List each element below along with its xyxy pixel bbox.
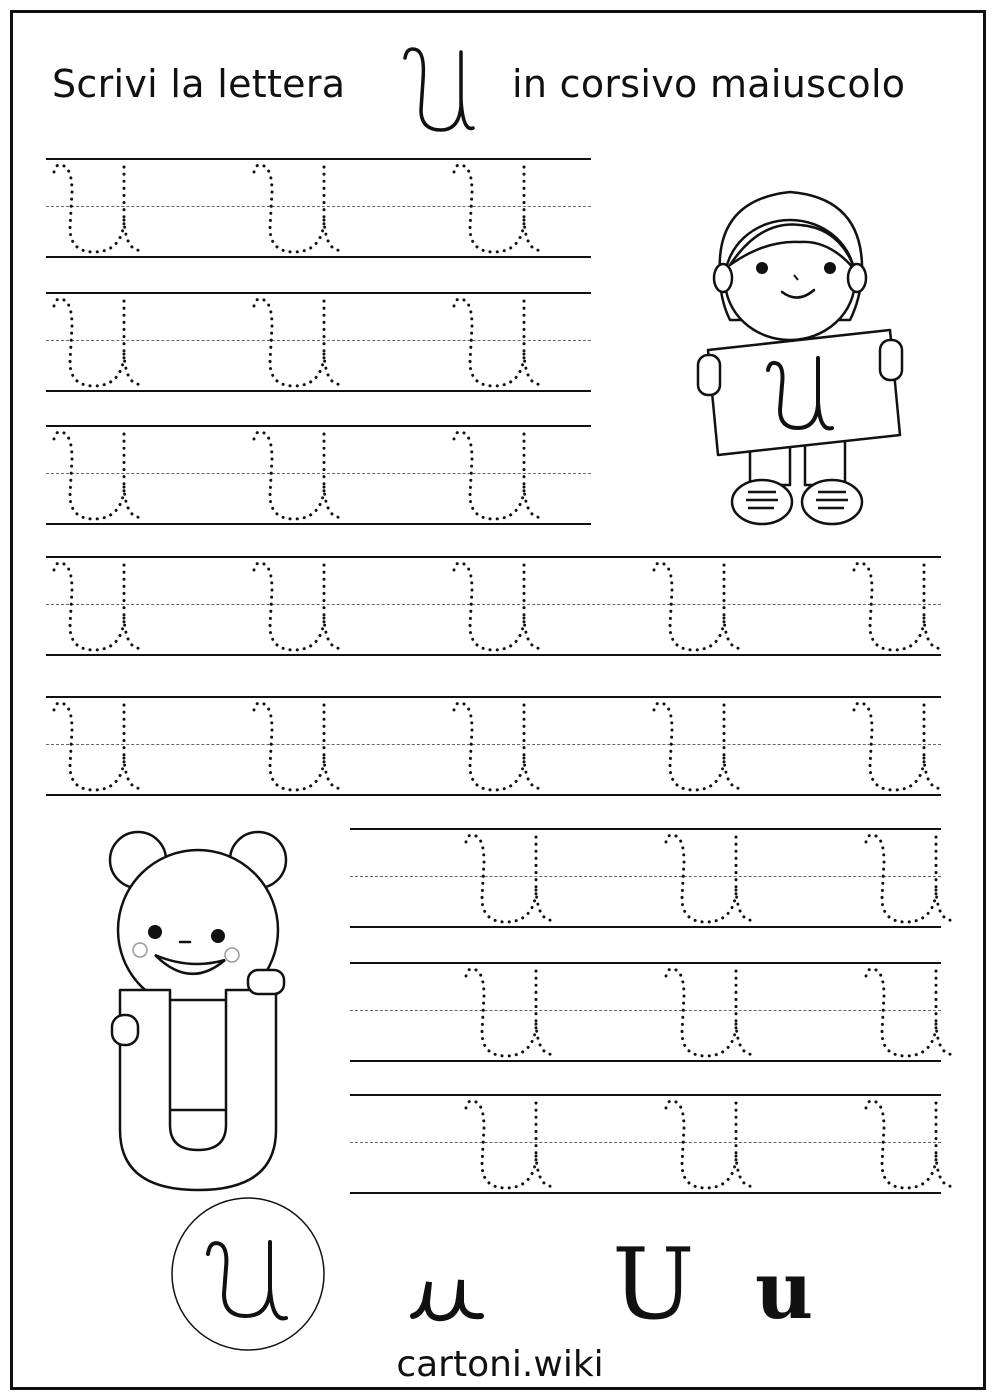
practice-row-midline bbox=[350, 876, 941, 877]
tracing-letter-u[interactable] bbox=[248, 425, 358, 525]
tracing-letter-u[interactable] bbox=[48, 556, 158, 656]
tracing-letter-u[interactable] bbox=[660, 1094, 770, 1194]
cursive-lowercase-sample bbox=[405, 1262, 495, 1322]
tracing-letter-u[interactable] bbox=[648, 556, 758, 656]
girl-with-letter-u-illustration bbox=[100, 820, 320, 1190]
practice-row-midline bbox=[350, 1142, 941, 1143]
tracing-letter-u[interactable] bbox=[248, 556, 358, 656]
title-cursive-letter bbox=[395, 40, 485, 140]
practice-row-top-line bbox=[350, 828, 941, 830]
tracing-letter-u[interactable] bbox=[48, 696, 158, 796]
tracing-letter-u[interactable] bbox=[660, 962, 770, 1062]
title-text-after: in corsivo maiuscolo bbox=[512, 62, 906, 106]
practice-row-baseline bbox=[350, 1060, 941, 1062]
tracing-letter-u[interactable] bbox=[860, 962, 970, 1062]
title-text-before: Scrivi la lettera bbox=[52, 62, 346, 106]
tracing-letter-u[interactable] bbox=[460, 828, 570, 928]
practice-row-midline bbox=[350, 1010, 941, 1011]
boy-holding-sign-illustration bbox=[690, 180, 930, 540]
tracing-letter-u[interactable] bbox=[860, 1094, 970, 1194]
tracing-letter-u[interactable] bbox=[460, 962, 570, 1062]
practice-row-top-line bbox=[350, 1094, 941, 1096]
tracing-letter-u[interactable] bbox=[848, 696, 958, 796]
tracing-letter-u[interactable] bbox=[448, 158, 558, 258]
tracing-letter-u[interactable] bbox=[48, 425, 158, 525]
tracing-letter-u[interactable] bbox=[860, 828, 970, 928]
tracing-letter-u[interactable] bbox=[660, 828, 770, 928]
tracing-letter-u[interactable] bbox=[248, 696, 358, 796]
print-lowercase-sample: u bbox=[755, 1243, 814, 1337]
tracing-letter-u[interactable] bbox=[48, 158, 158, 258]
practice-row-baseline bbox=[350, 926, 941, 928]
tracing-letter-u[interactable] bbox=[48, 292, 158, 392]
cursive-uppercase-sample bbox=[168, 1218, 330, 1330]
tracing-letter-u[interactable] bbox=[448, 425, 558, 525]
tracing-letter-u[interactable] bbox=[448, 556, 558, 656]
practice-row-top-line bbox=[350, 962, 941, 964]
tracing-letter-u[interactable] bbox=[848, 556, 958, 656]
tracing-letter-u[interactable] bbox=[248, 158, 358, 258]
practice-row-baseline bbox=[350, 1192, 941, 1194]
tracing-letter-u[interactable] bbox=[448, 696, 558, 796]
tracing-letter-u[interactable] bbox=[448, 292, 558, 392]
site-footer: cartoni.wiki bbox=[396, 1344, 604, 1385]
tracing-letter-u[interactable] bbox=[648, 696, 758, 796]
tracing-letter-u[interactable] bbox=[460, 1094, 570, 1194]
tracing-letter-u[interactable] bbox=[248, 292, 358, 392]
print-uppercase-sample: U bbox=[612, 1228, 695, 1342]
